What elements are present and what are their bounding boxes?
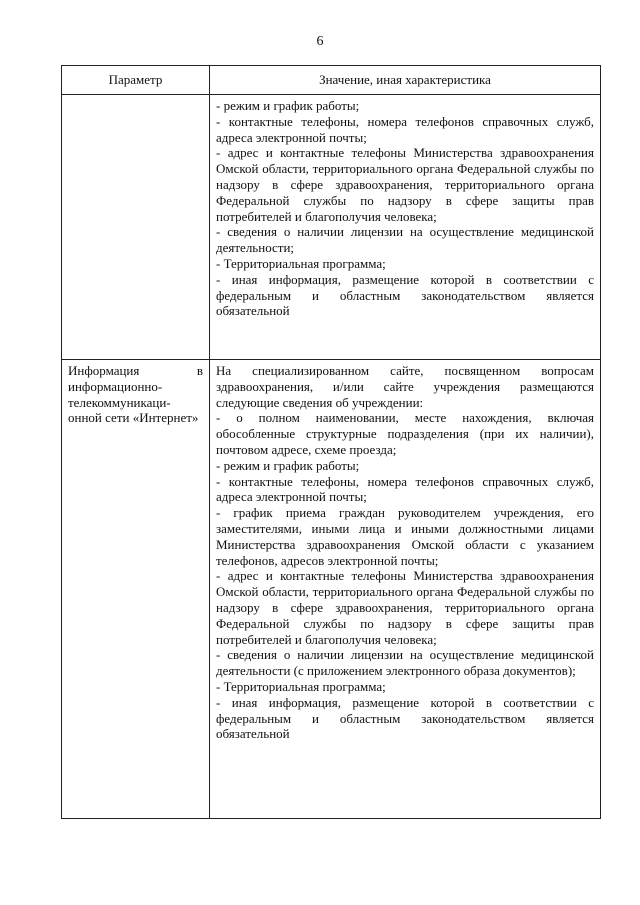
table-row <box>62 95 601 360</box>
value-line: - иная информация, размещение которой в соответствии с федеральным и областным законодательством является обязательной <box>216 694 594 742</box>
value-line: - адрес и контактные телефоны Министерства здравоохранения Омской области, территориального органа Федеральной службы по надзору в сфере здравоохранения, территориального органа Федеральной службы по надзору в сфере защиты прав потребителей и благополучия человека; <box>216 568 594 647</box>
value-cell <box>210 95 601 360</box>
table-row <box>62 360 601 819</box>
value-line: - график приема граждан руководителем учреждения, его заместителями, иными лица и иными должностными лицами Министерства здравоохранения Омской области с указанием телефонов, адресов электронной почты; <box>216 505 594 568</box>
table-header-row <box>62 66 601 95</box>
value-line: - Территориальная программа; <box>216 678 386 694</box>
column-header-parameter: Параметр <box>62 66 210 95</box>
parameter-cell <box>62 95 210 360</box>
page-number: 6 <box>316 34 324 49</box>
value-line: - иная информация, размещение которой в соответствии с федеральным и областным законодательством является обязательной <box>216 271 594 319</box>
value-line: - сведения о наличии лицензии на осуществление медицинской деятельности (с приложением электронного образа документов); <box>216 647 594 679</box>
parameter-table <box>61 65 601 819</box>
value-line: - контактные телефоны, номера телефонов справочных служб, адреса электронной почты; <box>216 473 594 505</box>
value-line: - режим и график работы; <box>216 98 360 113</box>
parameter-cell <box>62 360 210 819</box>
value-line: - Территориальная программа; <box>216 255 386 271</box>
value-line: - адрес и контактные телефоны Министерства здравоохранения Омской области, территориального органа Федеральной службы по надзору в сфере здравоохранения, территориального органа Федеральной службы по надзору в сфере защиты прав потребителей и благополучия человека; <box>216 145 594 224</box>
value-line: - сведения о наличии лицензии на осуществление медицинской деятельности; <box>216 224 594 256</box>
value-line: - режим и график работы; <box>216 457 360 473</box>
parameter-name: Информация в информационно-телекоммуникаци-онной сети «Интернет» <box>68 363 203 426</box>
value-line: На специализированном сайте, посвященном вопросам здравоохранения, и/или сайте учреждения размещаются следующие сведения об учреждении: <box>216 363 594 410</box>
value-line: - контактные телефоны, номера телефонов справочных служб, адреса электронной почты; <box>216 113 594 145</box>
value-line: - о полном наименовании, месте нахождения, включая обособленные структурные подразделения (при их наличии), почтовом адресе, схеме проезда; <box>216 410 594 457</box>
value-cell <box>210 360 601 819</box>
column-header-value: Значение, иная характеристика <box>210 66 601 95</box>
